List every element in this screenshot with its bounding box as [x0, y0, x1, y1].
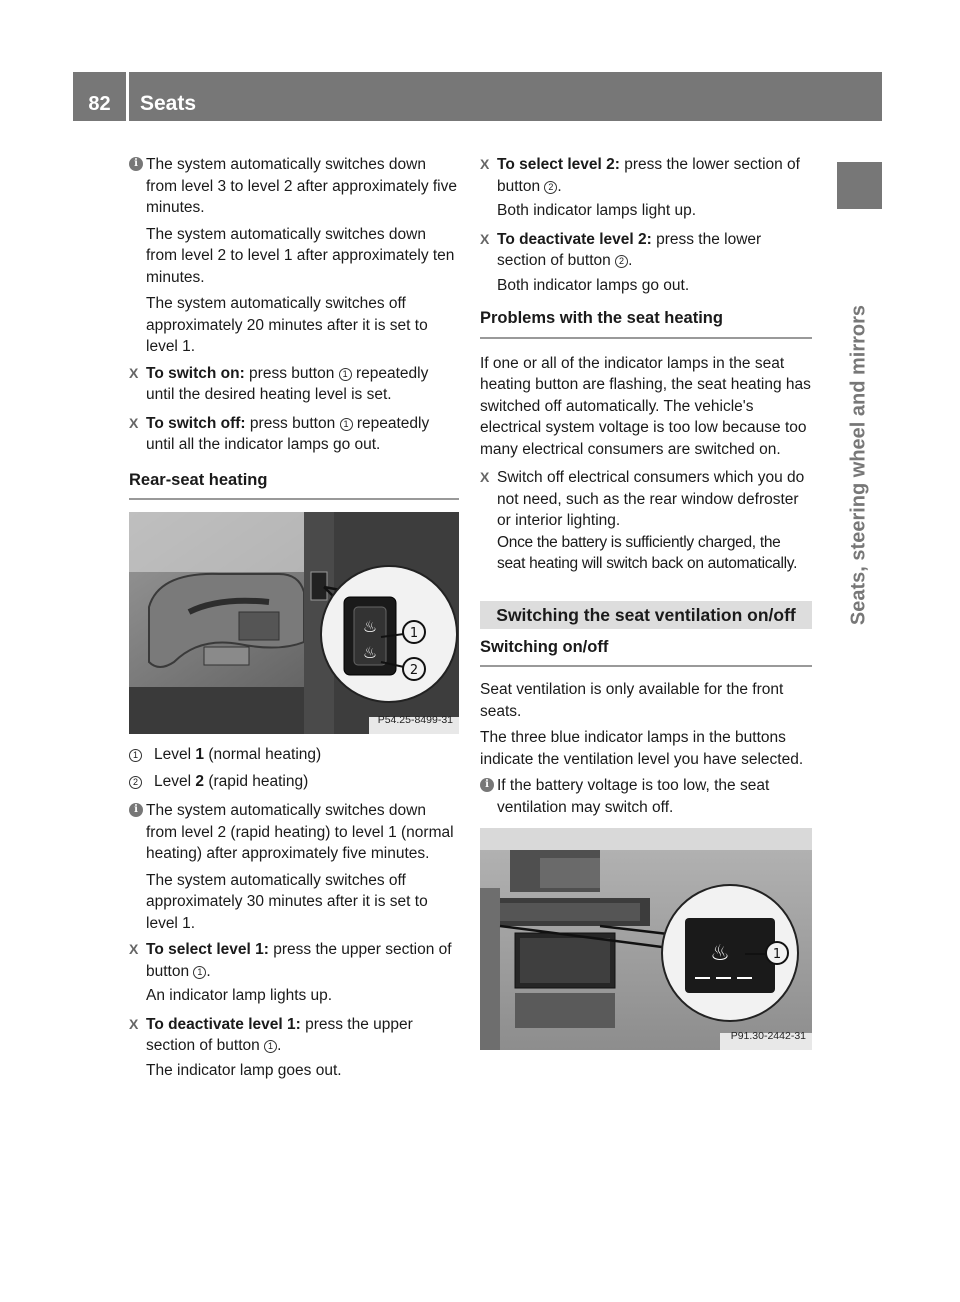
- step-switch-off: X To switch off: press button 1 repeatedly until all the indicator lamps go out.: [129, 414, 430, 453]
- switching-on-off-heading: Switching on/off: [480, 637, 812, 668]
- problems-paragraph: If one or all of the indicator lamps in the seat heating button are flashing, the seat heating has switched off automatically. The vehicle's electrical system voltage is too low because too many electrical consumers are switched on.: [480, 354, 811, 458]
- step-arrow-icon: X: [129, 364, 139, 381]
- info-icon: i: [480, 778, 494, 792]
- rear-seat-heading: Rear-seat heating: [129, 470, 459, 501]
- side-tab-marker: [837, 162, 882, 209]
- legend-item: 1 Level 1 (normal heating): [129, 744, 459, 766]
- dashboard-photo: [480, 828, 812, 1050]
- callout-number: 1: [264, 1040, 277, 1053]
- info-paragraph: The system automatically switches down from level 3 to level 2 after approximately five minutes.: [146, 156, 457, 216]
- step-select-level-1: X To select level 1: press the upper section of button 1 . An indicator lamp lights up.: [129, 941, 452, 1004]
- problems-heading: Problems with the seat heating: [480, 308, 812, 339]
- callout-1: 1: [409, 626, 419, 641]
- info-paragraph: The system automatically switches off approximately 30 minutes after it is set to level 1.: [146, 871, 428, 932]
- callout-number: 1: [129, 749, 142, 762]
- header-separator: [126, 72, 129, 121]
- svg-text:♨: ♨: [362, 617, 378, 636]
- callout-number: 1: [340, 418, 353, 431]
- info-paragraph: The system automatically switches off approximately 20 minutes after it is set to level 1.: [146, 295, 428, 355]
- section-title: Seats: [140, 92, 197, 115]
- info-icon: i: [129, 803, 143, 817]
- step-arrow-icon: X: [480, 156, 490, 172]
- callout-number: 1: [339, 368, 352, 381]
- info-icon: i: [129, 157, 143, 171]
- step-deactivate-level-2: X To deactivate level 2: press the lower section of button 2 . Both indicator lamps go out.: [480, 230, 762, 294]
- svg-text:♨: ♨: [710, 941, 730, 966]
- callout-number: 2: [615, 255, 628, 268]
- photo-reference: P91.30-2442-31: [730, 1029, 806, 1042]
- step-arrow-icon: X: [129, 414, 139, 431]
- rear-door-illustration: [129, 512, 459, 734]
- info-note: [129, 800, 459, 934]
- vent-paragraph: The three blue indicator lamps in the buttons indicate the ventilation level you have selected.: [480, 729, 804, 768]
- callout-2: 2: [409, 663, 419, 678]
- callout-number: 1: [193, 966, 206, 979]
- info-paragraph: The system automatically switches down from level 2 to level 1 after approximately ten minutes.: [146, 225, 455, 286]
- svg-text:♨: ♨: [362, 643, 378, 662]
- step-switch-off-consumers: X Switch off electrical consumers which you do not need, such as the rear window defroster or interior lighting. Once the battery is sufficiently charged, the seat heating will switch back on automatically.: [480, 469, 805, 572]
- chapter-title: Seats, steering wheel and mirrors: [847, 304, 870, 626]
- info-paragraph: The system automatically switches down from level 2 (rapid heating) to level 1 (normal heating) after approximately five minutes.: [146, 802, 454, 862]
- step-arrow-icon: X: [129, 941, 139, 957]
- left-column: [129, 154, 459, 1088]
- rear-door-photo: [129, 512, 459, 734]
- info-paragraph: If the battery voltage is too low, the seat ventilation may switch off.: [497, 777, 770, 816]
- step-arrow-icon: X: [480, 469, 490, 485]
- callout-number: 2: [544, 181, 557, 194]
- callout-1: 1: [772, 947, 782, 962]
- callout-number: 2: [129, 776, 142, 789]
- step-arrow-icon: X: [480, 230, 490, 247]
- info-note: [480, 775, 812, 818]
- step-arrow-icon: X: [129, 1015, 139, 1032]
- right-column: [480, 154, 812, 1050]
- info-note: [129, 154, 459, 358]
- step-switch-on: X To switch on: press button 1 repeatedly until the desired heating level is set.: [129, 364, 429, 403]
- step-select-level-2: X To select level 2: press the lower section of button 2 . Both indicator lamps light up.: [480, 156, 800, 219]
- photo-reference: P54.25-8499-31: [377, 713, 453, 726]
- legend-item: 2 Level 2 (rapid heating): [129, 771, 459, 793]
- ventilation-heading: Switching the seat ventilation on/off: [480, 601, 812, 629]
- vent-paragraph: Seat ventilation is only available for the front seats.: [480, 681, 784, 720]
- dashboard-illustration: [480, 828, 812, 1050]
- page-number: 82: [88, 93, 111, 115]
- step-deactivate-level-1: X To deactivate level 1: press the upper section of button 1 . The indicator lamp goes out.: [129, 1015, 413, 1079]
